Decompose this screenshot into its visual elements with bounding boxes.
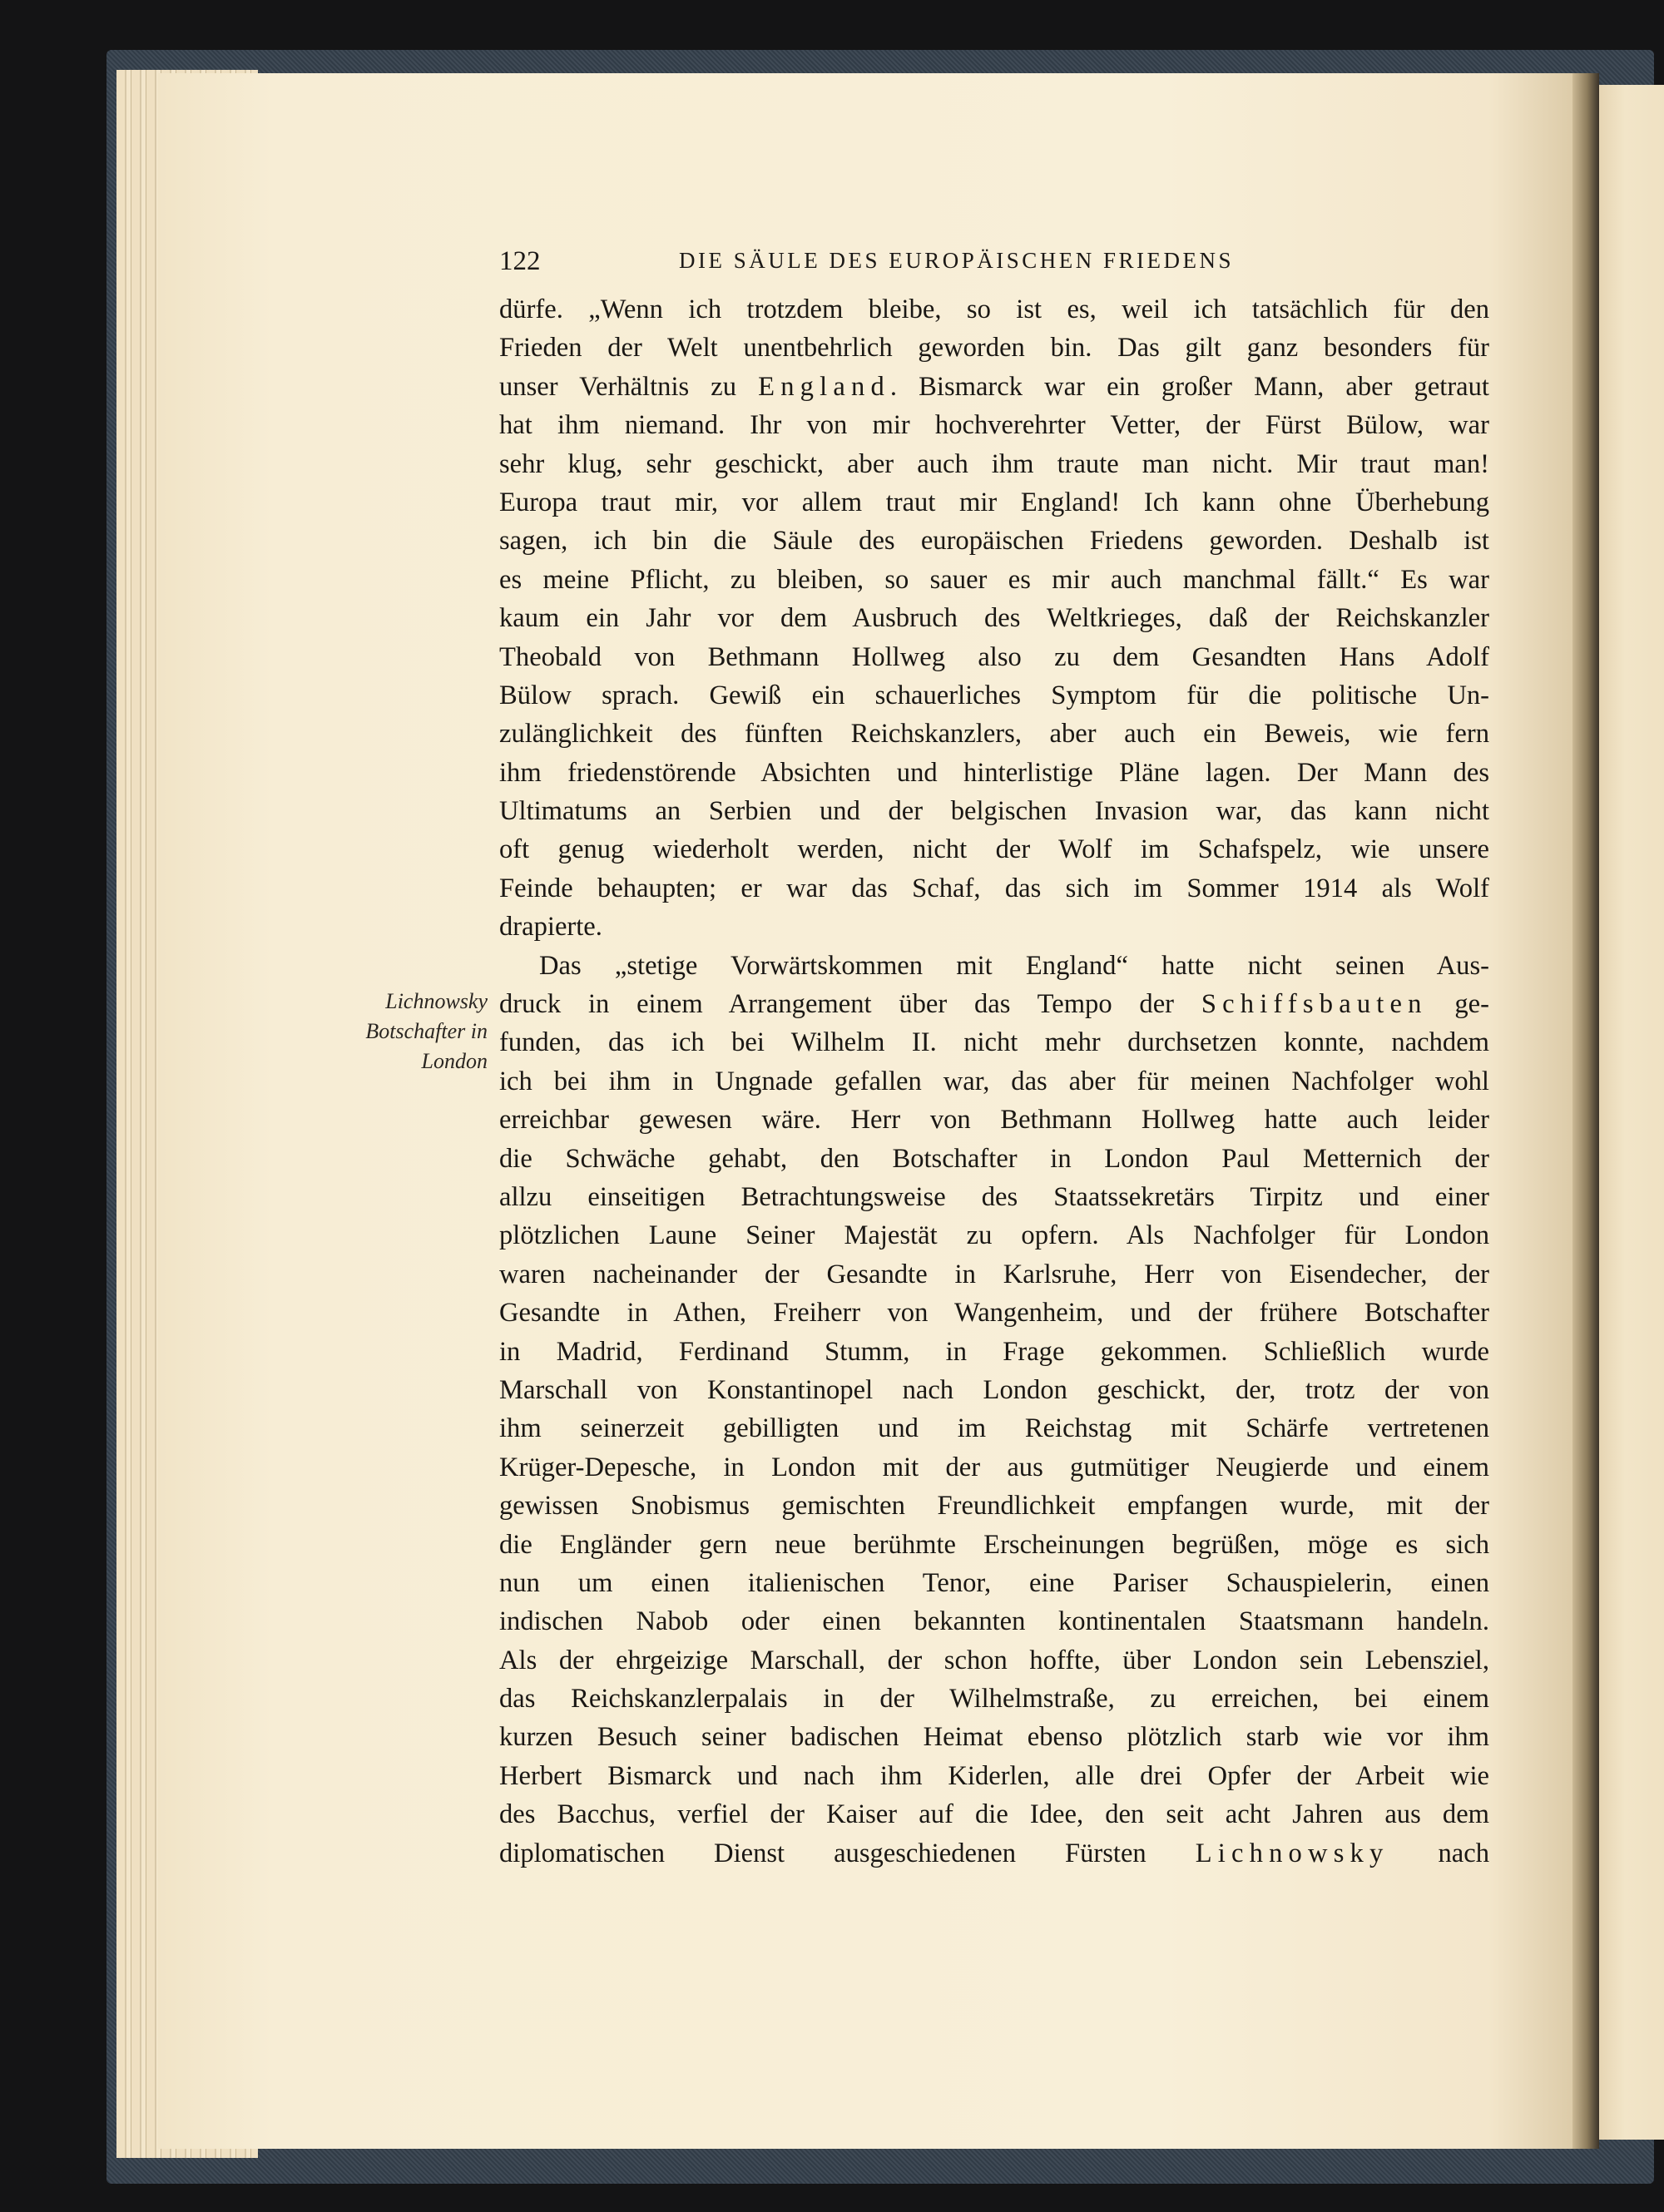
text-line: des Bacchus, verfiel der Kaiser auf die Idee, den seit acht Jahren aus dem	[499, 1799, 1489, 1830]
facing-page-edge	[1599, 85, 1664, 2140]
text-line: ich bei ihm in Ungnade gefallen war, das aber für meinen Nachfolger wohl	[499, 1066, 1489, 1096]
text-line: Herbert Bismarck und nach ihm Kiderlen, alle drei Opfer der Arbeit wie	[499, 1760, 1489, 1791]
spaced-word: Schiffsbauten	[1201, 989, 1428, 1020]
text-line: Das „stetige Vorwärtskommen mit England“ hatte nicht seinen Aus-	[539, 950, 1489, 981]
text-line: ihm seinerzeit gebilligten und im Reichstag mit Schärfe vertretenen	[499, 1413, 1489, 1444]
text-line: Krüger-Depesche, in London mit der aus gutmütiger Neugierde und einem	[499, 1452, 1489, 1482]
text-line: hat ihm niemand. Ihr von mir hochverehrter Vetter, der Fürst Bülow, war	[499, 410, 1489, 441]
running-head: DIE SÄULE DES EUROPÄISCHEN FRIEDENS	[679, 248, 1235, 273]
page-number: 122	[499, 246, 541, 276]
text-segment: diplomatischen Dienst ausgeschiedenen Fürsten	[499, 1838, 1196, 1868]
text-line: die Engländer gern neue berühmte Erscheinungen begrüßen, möge es sich	[499, 1529, 1489, 1560]
text-segment: unser Verhältnis zu	[499, 371, 759, 402]
text-line: ihm friedenstörende Absichten und hinterlistige Pläne lagen. Der Mann des	[499, 757, 1489, 788]
text-line: sagen, ich bin die Säule des europäischen Friedens geworden. Deshalb ist	[499, 526, 1489, 557]
text-line: es meine Pflicht, zu bleiben, so sauer es mir auch manchmal fällt.“ Es war	[499, 564, 1489, 595]
text-segment: druck in einem Arrangement über das Tempo der	[499, 989, 1201, 1020]
text-line: drapierte.	[499, 912, 602, 943]
page-header	[499, 246, 1489, 280]
text-line: in Madrid, Ferdinand Stumm, in Frage gekommen. Schließlich wurde	[499, 1336, 1489, 1367]
text-line: indischen Nabob oder einen bekannten kontinentalen Staatsmann handeln.	[499, 1606, 1489, 1637]
text-line: Theobald von Bethmann Hollweg also zu dem Gesandten Hans Adolf	[499, 641, 1489, 672]
text-line: kaum ein Jahr vor dem Ausbruch des Weltkrieges, daß der Reichskanzler	[499, 603, 1489, 634]
margin-note-line: Lichnowsky	[385, 989, 488, 1013]
text-line: Bülow sprach. Gewiß ein schauerliches Symptom für die politische Un-	[499, 680, 1489, 710]
text-line: die Schwäche gehabt, den Botschafter in London Paul Metternich der	[499, 1143, 1489, 1174]
text-line: das Reichskanzlerpalais in der Wilhelmstraße, zu erreichen, bei einem	[499, 1684, 1489, 1715]
text-line	[499, 1834, 1489, 1873]
spaced-word: Lichnowsky	[1195, 1838, 1389, 1868]
text-line: oft genug wiederholt werden, nicht der Wolf im Schafspelz, wie unsere	[499, 834, 1489, 865]
text-line: plötzlichen Laune Seiner Majestät zu opfern. Als Nachfolger für London	[499, 1220, 1489, 1251]
text-segment: ge-	[1427, 989, 1489, 1020]
text-line	[499, 368, 1489, 406]
margin-note-line: London	[421, 1049, 488, 1073]
text-line: Gesandte in Athen, Freiherr von Wangenheim, und der frühere Botschafter	[499, 1298, 1489, 1329]
text-line: gewissen Snobismus gemischten Freundlichkeit empfangen wurde, mit der	[499, 1491, 1489, 1522]
text-line: Europa traut mir, vor allem traut mir England! Ich kann ohne Überhebung	[499, 487, 1489, 517]
text-line: Frieden der Welt unentbehrlich geworden bin. Das gilt ganz besonders für	[499, 333, 1489, 364]
text-line	[499, 985, 1489, 1023]
text-line: waren nacheinander der Gesandte in Karlsruhe, Herr von Eisendecher, der	[499, 1259, 1489, 1289]
text-line: Als der ehrgeizige Marschall, der schon hoffte, über London sein Lebensziel,	[499, 1645, 1489, 1675]
text-line: dürfe. „Wenn ich trotzdem bleibe, so ist es, weil ich tatsächlich für den	[499, 294, 1489, 324]
text-line: allzu einseitigen Betrachtungsweise des Staatssekretärs Tirpitz und einer	[499, 1181, 1489, 1212]
text-line: kurzen Besuch seiner badischen Heimat ebenso plötzlich starb wie vor ihm	[499, 1722, 1489, 1753]
text-line: Ultimatums an Serbien und der belgischen Invasion war, das kann nicht	[499, 796, 1489, 827]
text-segment: . Bismarck war ein großer Mann, aber getraut	[889, 371, 1489, 402]
text-line: sehr klug, sehr geschickt, aber auch ihm traute man nicht. Mir traut man!	[499, 448, 1489, 479]
body-text	[499, 290, 1489, 1873]
text-line: nun um einen italienischen Tenor, eine Pariser Schauspielerin, einen	[499, 1567, 1489, 1598]
text-line: funden, das ich bei Wilhelm II. nicht mehr durchsetzen konnte, nachdem	[499, 1027, 1489, 1058]
margin-note	[308, 987, 488, 1076]
text-line: erreichbar gewesen wäre. Herr von Bethmann Hollweg hatte auch leider	[499, 1105, 1489, 1136]
text-segment: nach	[1389, 1838, 1489, 1868]
margin-note-line: Botschafter in	[365, 1019, 488, 1043]
spaced-word: England	[758, 371, 890, 402]
book-gutter	[1572, 73, 1599, 2149]
text-line: Feinde behaupten; er war das Schaf, das sich im Sommer 1914 als Wolf	[499, 873, 1489, 903]
text-line: Marschall von Konstantinopel nach London geschickt, der, trotz der von	[499, 1374, 1489, 1405]
text-line: zulänglichkeit des fünften Reichskanzlers, aber auch ein Beweis, wie fern	[499, 719, 1489, 750]
